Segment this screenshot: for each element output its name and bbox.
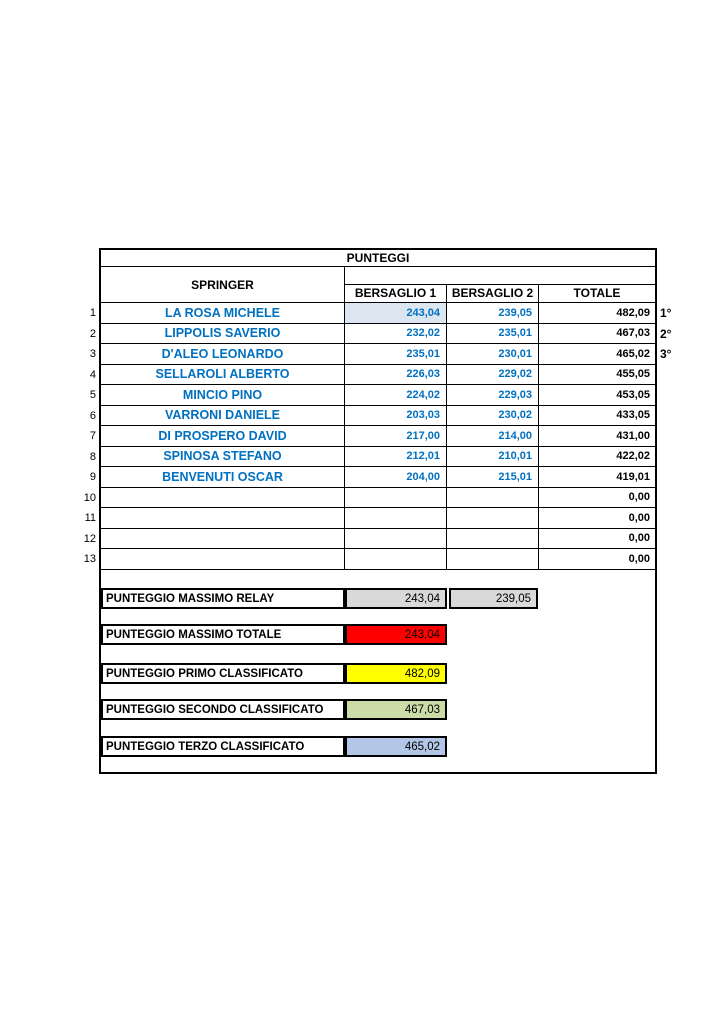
row-number: 13 (83, 553, 96, 565)
bersaglio2-cell (447, 488, 539, 508)
table-row (101, 488, 655, 509)
bersaglio1-cell (345, 508, 447, 528)
springer-cell (101, 508, 345, 528)
rank-first-label: 1° (660, 306, 672, 320)
springer-cell: SELLAROLI ALBERTO (101, 365, 345, 385)
summary-value: 467,03 (345, 699, 447, 720)
bersaglio2-cell (447, 508, 539, 528)
totale-cell: 455,05 (616, 368, 650, 381)
row-number: 5 (89, 389, 96, 401)
summary-value: 465,02 (345, 736, 447, 757)
row-number: 4 (89, 368, 96, 381)
table-row (101, 324, 655, 345)
bersaglio2-cell: 230,02 (447, 406, 539, 426)
bersaglio2-cell: 210,01 (447, 447, 539, 467)
summary-label: PUNTEGGIO SECONDO CLASSIFICATO (101, 699, 345, 720)
totale-cell: 453,05 (616, 388, 650, 401)
springer-cell: LIPPOLIS SAVERIO (101, 324, 345, 344)
row-number: 12 (83, 532, 96, 545)
table-row (101, 508, 655, 529)
header-empty-band (345, 267, 655, 285)
summary-label: PUNTEGGIO PRIMO CLASSIFICATO (101, 663, 345, 684)
springer-cell: SPINOSA STEFANO (101, 447, 345, 467)
bersaglio1-cell: 232,02 (345, 324, 447, 344)
bersaglio2-cell (447, 549, 539, 569)
summary-value-bersaglio1: 243,04 (345, 588, 447, 609)
row-number: 11 (84, 512, 96, 524)
row-number: 8 (89, 450, 96, 463)
bersaglio1-cell: 212,01 (345, 447, 447, 467)
table-header (101, 267, 655, 303)
table-row (101, 303, 655, 324)
bersaglio1-cell (345, 529, 447, 549)
row-number: 6 (89, 409, 96, 422)
totale-cell: 465,02 (616, 347, 650, 360)
table-row (101, 426, 655, 447)
table-row (101, 467, 655, 488)
totale-cell: 431,00 (616, 429, 650, 442)
summary-row-secondo-classificato (101, 699, 447, 720)
totale-cell: 433,05 (616, 409, 650, 422)
totale-cell: 482,09 (616, 306, 650, 319)
bersaglio2-cell: 229,03 (447, 385, 539, 405)
row-number: 1 (89, 307, 96, 319)
springer-column-header: SPRINGER (101, 267, 345, 302)
row-number: 3 (89, 348, 96, 360)
totale-cell: 0,00 (628, 491, 650, 504)
table-row (101, 529, 655, 550)
springer-cell: LA ROSA MICHELE (101, 303, 345, 323)
springer-cell (101, 549, 345, 569)
summary-value-bersaglio2: 239,05 (449, 588, 538, 609)
table-row (101, 406, 655, 427)
bersaglio1-column-header: BERSAGLIO 1 (345, 285, 447, 303)
totale-cell: 467,03 (616, 327, 650, 340)
totale-cell: 0,00 (628, 552, 650, 565)
bersaglio2-cell: 230,01 (447, 344, 539, 364)
springer-cell (101, 488, 345, 508)
totale-cell: 0,00 (628, 511, 650, 524)
summary-row-massimo-totale (101, 624, 447, 645)
springer-cell: BENVENUTI OSCAR (101, 467, 345, 487)
bersaglio1-cell: 203,03 (345, 406, 447, 426)
bersaglio1-cell: 204,00 (345, 467, 447, 487)
bersaglio1-cell: 224,02 (345, 385, 447, 405)
sheet-title: PUNTEGGI (101, 250, 655, 267)
totale-cell: 0,00 (628, 532, 650, 545)
bersaglio1-cell: 243,04 (345, 303, 447, 323)
row-number: 2 (89, 327, 96, 340)
bersaglio1-cell (345, 488, 447, 508)
totale-cell: 422,02 (616, 450, 650, 463)
springer-cell (101, 529, 345, 549)
bersaglio2-cell: 235,01 (447, 324, 539, 344)
summary-value: 243,04 (345, 624, 447, 645)
row-number: 10 (83, 491, 96, 504)
bersaglio1-cell: 217,00 (345, 426, 447, 446)
summary-value: 482,09 (345, 663, 447, 684)
springer-cell: MINCIO PINO (101, 385, 345, 405)
table-row (101, 549, 655, 570)
springer-cell: D'ALEO LEONARDO (101, 344, 345, 364)
summary-label: PUNTEGGIO MASSIMO RELAY (101, 588, 345, 609)
springer-cell: DI PROSPERO DAVID (101, 426, 345, 446)
bersaglio2-cell: 239,05 (447, 303, 539, 323)
totale-column-header: TOTALE (573, 286, 621, 301)
totale-cell: 419,01 (616, 470, 650, 483)
bersaglio2-cell: 229,02 (447, 365, 539, 385)
table-row (101, 365, 655, 386)
bersaglio2-column-header: BERSAGLIO 2 (447, 285, 539, 303)
bersaglio2-cell (447, 529, 539, 549)
summary-label: PUNTEGGIO TERZO CLASSIFICATO (101, 736, 345, 757)
rank-second-label: 2° (660, 326, 672, 341)
summary-row-massimo-relay (101, 588, 538, 609)
bersaglio2-cell: 214,00 (447, 426, 539, 446)
row-number: 7 (89, 430, 96, 442)
table-row (101, 447, 655, 468)
summary-label: PUNTEGGIO MASSIMO TOTALE (101, 624, 345, 645)
springer-cell: VARRONI DANIELE (101, 406, 345, 426)
row-number: 9 (89, 471, 96, 483)
summary-row-primo-classificato (101, 663, 447, 684)
summary-row-terzo-classificato (101, 736, 447, 757)
table-row (101, 344, 655, 365)
rank-third-label: 3° (660, 347, 672, 361)
punteggi-table (99, 248, 657, 774)
bersaglio1-cell (345, 549, 447, 569)
table-row (101, 385, 655, 406)
bersaglio2-cell: 215,01 (447, 467, 539, 487)
bersaglio1-cell: 235,01 (345, 344, 447, 364)
bersaglio1-cell: 226,03 (345, 365, 447, 385)
